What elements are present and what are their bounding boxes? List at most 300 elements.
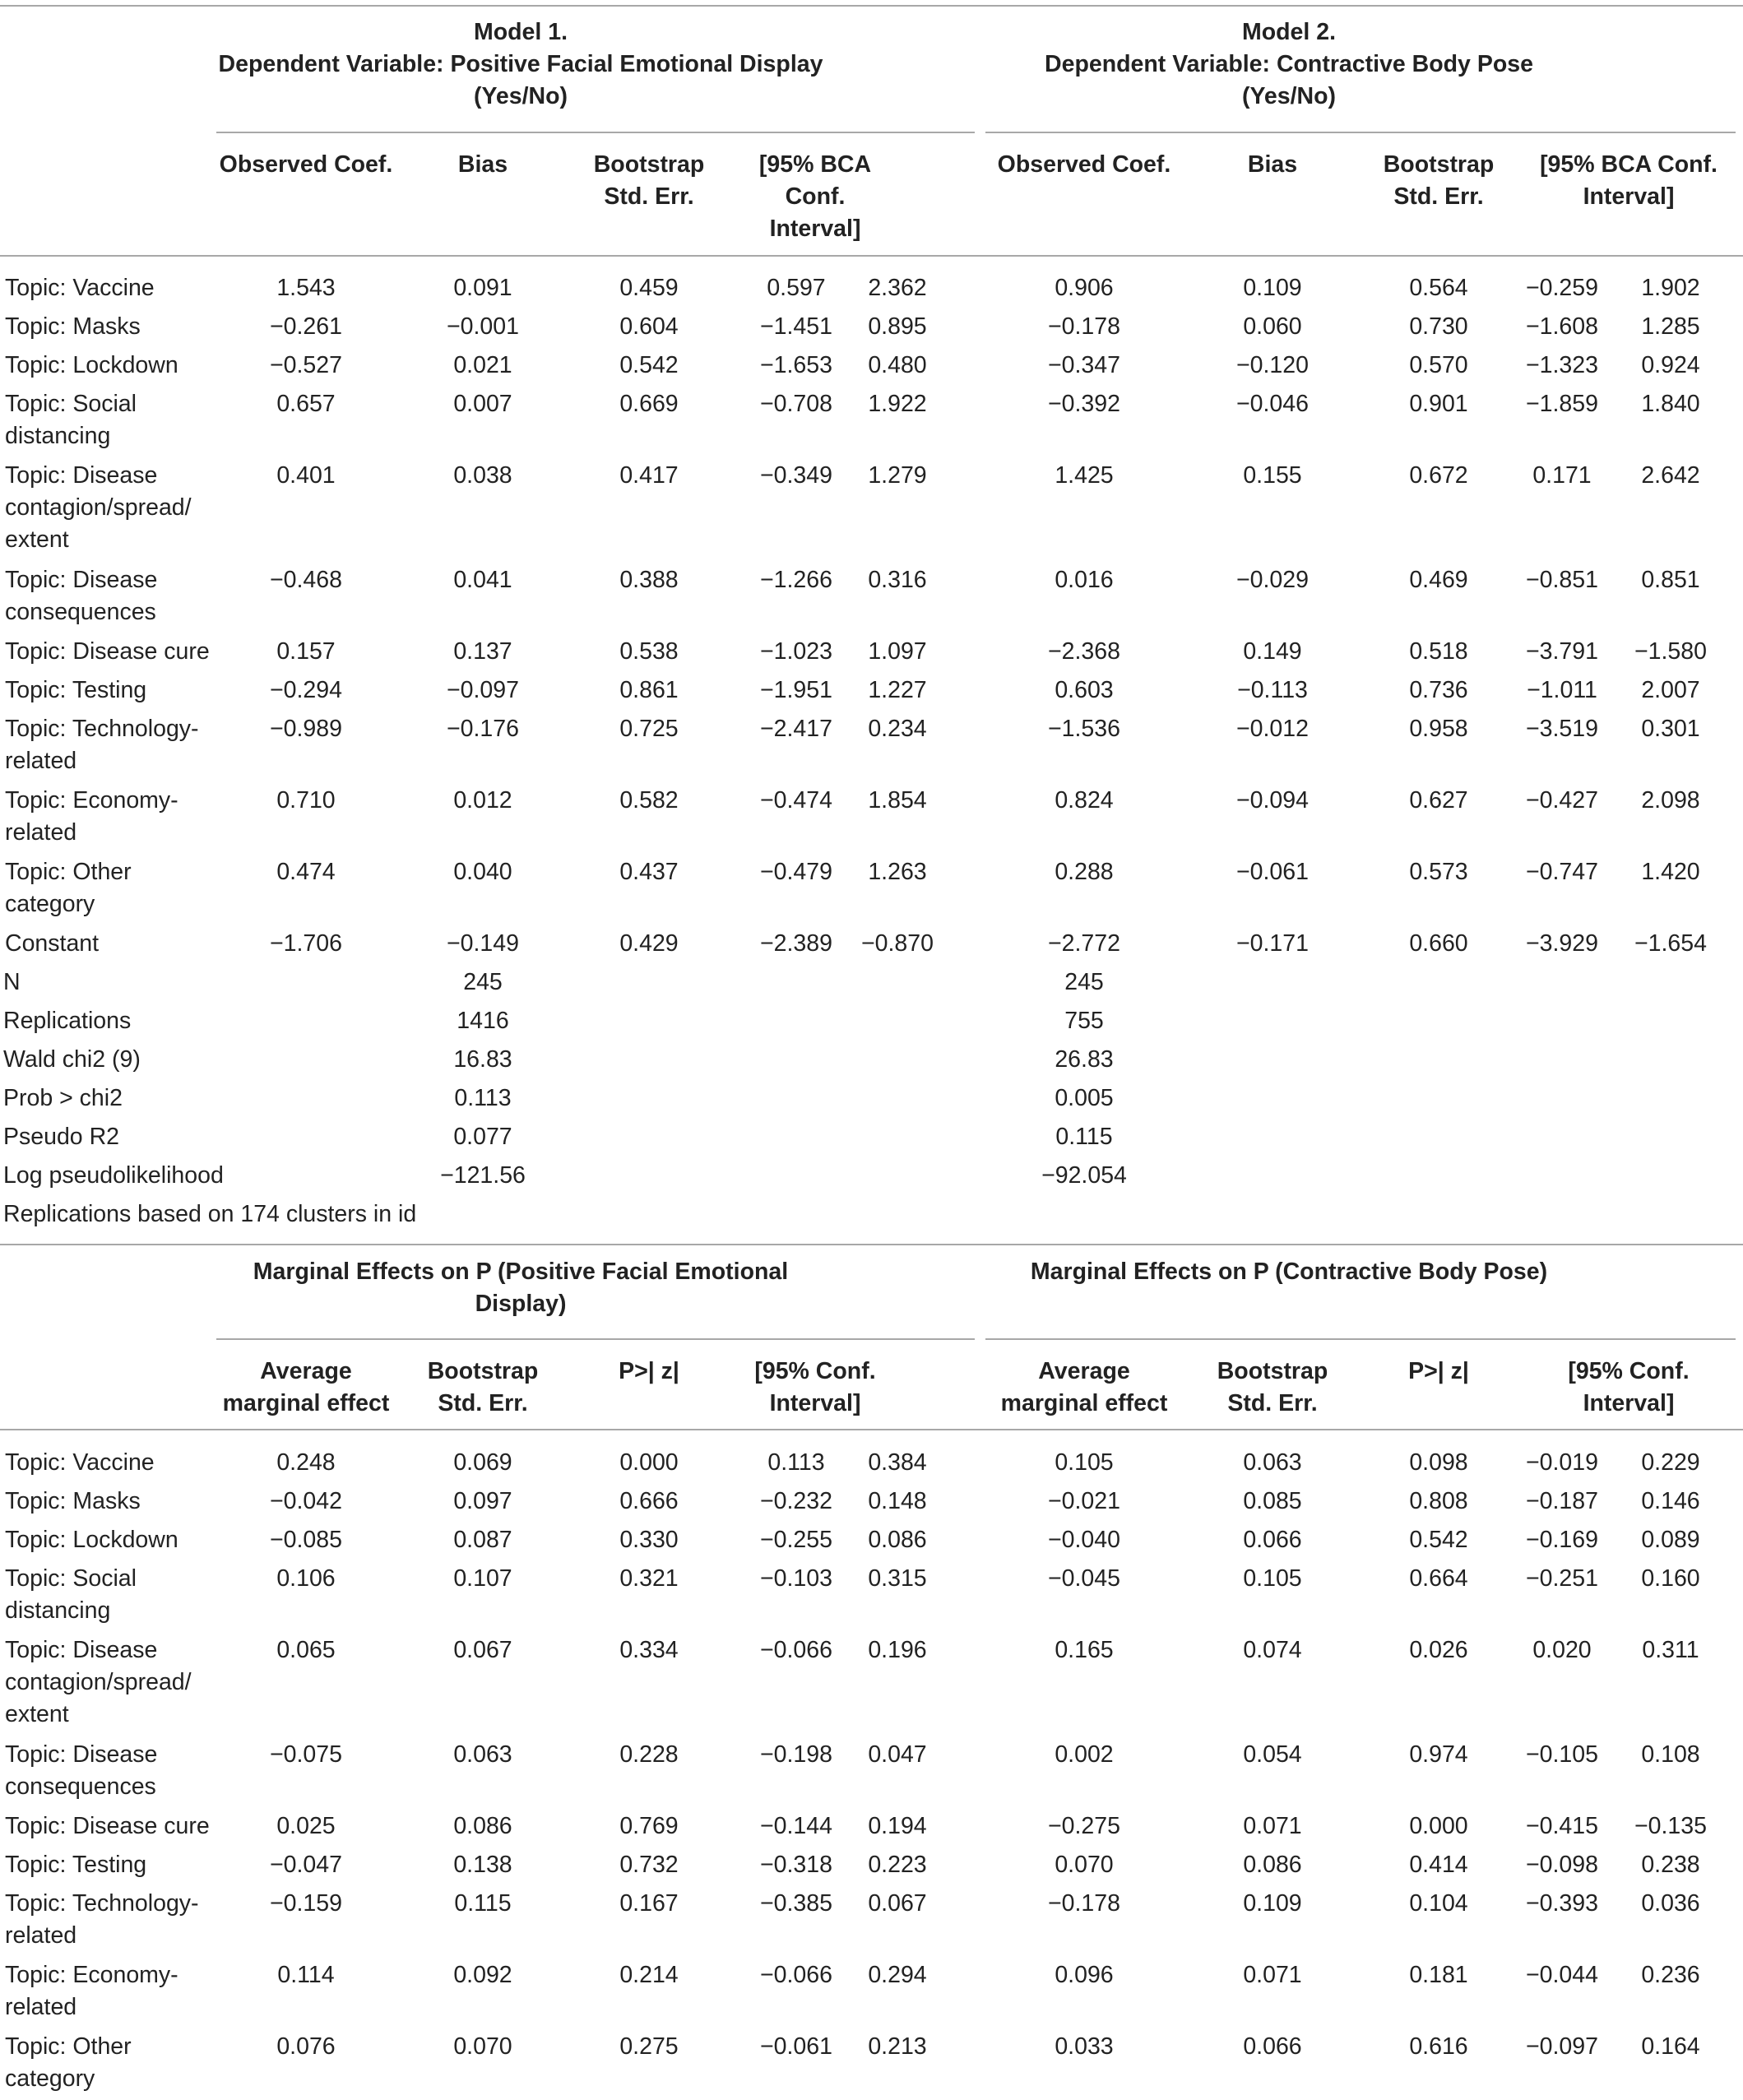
table-cell: 0.851	[1641, 567, 1700, 593]
table-cell: 0.315	[868, 1565, 927, 1592]
row-label: Topic: Social distancing	[5, 1565, 137, 1624]
row-label: Topic: Disease contagion/spread/ extent	[5, 1637, 192, 1727]
table-cell: 0.196	[868, 1637, 927, 1663]
table-cell: 0.657	[276, 391, 336, 417]
table-cell: −0.094	[1236, 787, 1309, 814]
stat-model1: −121.56	[440, 1162, 526, 1189]
table-row	[0, 713, 1743, 774]
table-row	[0, 350, 1743, 389]
table-cell: 0.086	[868, 1527, 927, 1553]
column-header: Bootstrap Std. Err.	[1217, 1358, 1328, 1416]
model1-dependent-variable: Dependent Variable: Positive Facial Emotional Display	[218, 51, 823, 77]
table-cell: 0.033	[1055, 2033, 1114, 2060]
table-cell: −1.266	[760, 567, 832, 593]
column-header: Observed Coef.	[997, 151, 1171, 178]
table-row	[0, 1486, 1743, 1525]
table-cell: 0.288	[1055, 859, 1114, 885]
table-cell: −0.097	[1526, 2033, 1598, 2060]
table-cell: 0.108	[1641, 1741, 1700, 1768]
table-cell: 0.036	[1641, 1890, 1700, 1917]
table-cell: 1.902	[1641, 275, 1700, 301]
stat-model1: 0.077	[453, 1124, 512, 1150]
table-cell: −0.098	[1526, 1852, 1598, 1878]
stat-model1: 16.83	[453, 1046, 512, 1073]
table-cell: 1.279	[868, 462, 927, 489]
table-cell: 0.214	[619, 1962, 679, 1988]
table-cell: 2.642	[1641, 462, 1700, 489]
table-cell: −1.859	[1526, 391, 1598, 417]
table-cell: −0.232	[760, 1488, 832, 1514]
table-cell: 0.066	[1243, 2033, 1302, 2060]
table-cell: 0.089	[1641, 1527, 1700, 1553]
table-cell: 0.115	[454, 1890, 512, 1917]
table-cell: 0.067	[453, 1637, 512, 1663]
table-row	[0, 1810, 1743, 1850]
table-cell: −1.653	[760, 352, 832, 378]
table-cell: −0.135	[1634, 1813, 1707, 1839]
table-cell: 0.824	[1055, 787, 1114, 814]
table-cell: 0.025	[276, 1813, 336, 1839]
divider-line	[0, 1429, 1743, 1430]
table-cell: 0.105	[1243, 1565, 1302, 1592]
column-header: Bias	[1247, 151, 1298, 178]
table-cell: 2.007	[1641, 677, 1700, 703]
table-cell: −3.791	[1526, 638, 1598, 665]
model2-dependent-variable: Dependent Variable: Contractive Body Pose	[1045, 51, 1533, 77]
table-cell: −0.061	[760, 2033, 832, 2060]
table-cell: −0.061	[1236, 859, 1309, 885]
table-cell: −1.608	[1526, 313, 1598, 340]
row-label: Topic: Other category	[5, 859, 132, 917]
table-cell: −0.178	[1048, 1890, 1120, 1917]
table-cell: 1.227	[868, 677, 927, 703]
table-cell: 1.922	[868, 391, 927, 417]
table-cell: 0.149	[1243, 638, 1302, 665]
table-cell: 0.236	[1641, 1962, 1700, 1988]
table-cell: 0.114	[277, 1962, 335, 1988]
stat-label: Wald chi2 (9)	[3, 1046, 141, 1073]
table-cell: −1.323	[1526, 352, 1598, 378]
row-label: Constant	[5, 930, 100, 957]
table-row	[0, 1563, 1743, 1624]
table-cell: −0.474	[760, 787, 832, 814]
table-cell: −0.113	[1237, 677, 1308, 703]
table-cell: 0.063	[453, 1741, 512, 1768]
row-label: Topic: Other category	[5, 2033, 132, 2092]
table-cell: −0.479	[760, 859, 832, 885]
row-label: Topic: Lockdown	[5, 352, 178, 378]
table-cell: 0.012	[453, 787, 512, 814]
table-cell: −0.001	[447, 313, 519, 340]
table-cell: 0.294	[868, 1962, 927, 1988]
table-cell: −0.044	[1526, 1962, 1598, 1988]
table-cell: 0.074	[1243, 1637, 1302, 1663]
table-cell: 0.437	[619, 859, 679, 885]
table-cell: 0.958	[1409, 716, 1468, 742]
table-cell: 0.047	[868, 1741, 927, 1768]
table-cell: 0.664	[1409, 1565, 1468, 1592]
table-cell: 1.263	[868, 859, 927, 885]
table-cell: 0.066	[1243, 1527, 1302, 1553]
row-label: Topic: Technology-related	[5, 1890, 199, 1949]
stat-model2: 26.83	[1055, 1046, 1114, 1073]
column-header: [95% BCA Conf. Interval]	[758, 151, 872, 242]
table-cell: 0.070	[453, 2033, 512, 2060]
table-cell: −0.255	[760, 1527, 832, 1553]
table-cell: 0.104	[1409, 1890, 1468, 1917]
table-cell: 0.091	[453, 275, 512, 301]
table-row	[0, 1524, 1743, 1564]
table-cell: 0.086	[453, 1813, 512, 1839]
table-cell: −0.097	[447, 677, 519, 703]
table-cell: 0.148	[868, 1488, 927, 1514]
table-cell: 0.194	[868, 1813, 927, 1839]
table-row	[0, 1959, 1743, 2020]
table-cell: −1.706	[270, 930, 342, 957]
table-cell: 0.085	[1243, 1488, 1302, 1514]
table-cell: 0.538	[619, 638, 679, 665]
table-row	[0, 2031, 1743, 2092]
table-cell: −2.368	[1048, 638, 1120, 665]
table-cell: 0.171	[1532, 462, 1592, 489]
row-label: Topic: Testing	[5, 1852, 147, 1878]
table-cell: −0.251	[1526, 1565, 1598, 1592]
row-label: Topic: Masks	[5, 1488, 141, 1514]
divider-line	[985, 1338, 1736, 1340]
table-row	[0, 856, 1743, 917]
stats-row	[0, 967, 1743, 1006]
table-row	[0, 1739, 1743, 1800]
table-cell: 0.518	[1409, 638, 1468, 665]
table-cell: 0.275	[619, 2033, 679, 2060]
table-cell: 0.570	[1409, 352, 1468, 378]
table-cell: 0.086	[1243, 1852, 1302, 1878]
table-cell: 0.097	[453, 1488, 512, 1514]
table-cell: 0.924	[1641, 352, 1700, 378]
table-cell: 0.616	[1409, 2033, 1468, 2060]
table-cell: 0.054	[1243, 1741, 1302, 1768]
table-row	[0, 675, 1743, 714]
row-label: Topic: Masks	[5, 313, 141, 340]
table-cell: −0.747	[1526, 859, 1598, 885]
table-cell: 0.732	[619, 1852, 679, 1878]
table-cell: −0.105	[1526, 1741, 1598, 1768]
column-header: P>| z|	[1408, 1358, 1469, 1384]
stat-model1: 245	[463, 969, 503, 995]
table-cell: 0.469	[1409, 567, 1468, 593]
table-cell: 0.725	[619, 716, 679, 742]
table-cell: 0.228	[619, 1741, 679, 1768]
column-header: Bootstrap Std. Err.	[427, 1358, 539, 1416]
table-cell: 0.071	[1243, 1962, 1302, 1988]
table-cell: −0.047	[270, 1852, 342, 1878]
table-cell: 0.542	[1409, 1527, 1468, 1553]
table-cell: −0.259	[1526, 275, 1598, 301]
table-note: Replications based on 174 clusters in id	[3, 1201, 417, 1227]
table-cell: 0.429	[619, 930, 679, 957]
table-cell: 0.160	[1641, 1565, 1700, 1592]
table-cell: 0.248	[276, 1449, 336, 1476]
table-cell: 0.321	[619, 1565, 679, 1592]
table-cell: −0.527	[270, 352, 342, 378]
table-cell: −0.029	[1236, 567, 1309, 593]
table-cell: 0.730	[1409, 313, 1468, 340]
stat-model2: −92.054	[1041, 1162, 1127, 1189]
table-cell: −0.393	[1526, 1890, 1598, 1917]
row-label: Topic: Disease contagion/spread/ extent	[5, 462, 192, 553]
table-cell: −0.415	[1526, 1813, 1598, 1839]
table-cell: 0.311	[1642, 1637, 1699, 1663]
table-cell: 0.564	[1409, 275, 1468, 301]
column-header: P>| z|	[619, 1358, 679, 1384]
table-cell: 0.669	[619, 391, 679, 417]
table-cell: −0.066	[760, 1637, 832, 1663]
table-cell: 0.672	[1409, 462, 1468, 489]
table-cell: 0.107	[453, 1565, 512, 1592]
table-cell: 0.165	[1055, 1637, 1114, 1663]
table-cell: 0.065	[276, 1637, 336, 1663]
stat-model2: 245	[1064, 969, 1104, 995]
table-cell: 0.334	[619, 1637, 679, 1663]
table-row	[0, 564, 1743, 625]
table-cell: 0.007	[453, 391, 512, 417]
stats-row	[0, 1005, 1743, 1045]
table-cell: 0.660	[1409, 930, 1468, 957]
table-cell: 0.573	[1409, 859, 1468, 885]
table-cell: −1.580	[1634, 638, 1707, 665]
table-cell: −0.392	[1048, 391, 1120, 417]
table-cell: 0.597	[767, 275, 826, 301]
table-cell: −0.042	[270, 1488, 342, 1514]
table-cell: −0.066	[760, 1962, 832, 1988]
stats-row	[0, 1082, 1743, 1122]
column-header: Bootstrap Std. Err.	[593, 151, 705, 210]
column-header: Observed Coef.	[219, 151, 393, 178]
table-cell: 0.109	[1243, 275, 1302, 301]
table-cell: 0.401	[276, 462, 336, 489]
stat-label: Pseudo R2	[3, 1124, 120, 1150]
table-cell: 0.603	[1055, 677, 1114, 703]
table-row	[0, 460, 1743, 553]
table-cell: 0.069	[453, 1449, 512, 1476]
table-cell: −0.349	[760, 462, 832, 489]
divider-line	[216, 132, 975, 133]
table-cell: 0.223	[868, 1852, 927, 1878]
divider-line	[0, 255, 1743, 257]
table-cell: 1.840	[1641, 391, 1700, 417]
row-label: Topic: Testing	[5, 677, 147, 703]
table-cell: −0.149	[447, 930, 519, 957]
table-cell: 1.285	[1641, 313, 1700, 340]
table-cell: 0.459	[619, 275, 679, 301]
table-cell: 0.666	[619, 1488, 679, 1514]
table-cell: 0.582	[619, 787, 679, 814]
table-cell: −1.011	[1527, 677, 1597, 703]
model2-yes-no: (Yes/No)	[1241, 83, 1337, 109]
table-cell: −0.427	[1526, 787, 1598, 814]
stat-model1: 0.113	[454, 1085, 512, 1111]
table-cell: 0.157	[276, 638, 336, 665]
model1-title: Model 1.	[473, 19, 568, 45]
stat-label: Prob > chi2	[3, 1085, 123, 1111]
table-cell: 0.388	[619, 567, 679, 593]
table-cell: 0.861	[619, 677, 679, 703]
table-row	[0, 311, 1743, 350]
table-cell: 1.425	[1055, 462, 1114, 489]
table-cell: −1.451	[760, 313, 832, 340]
table-cell: −0.169	[1526, 1527, 1598, 1553]
table-cell: 0.627	[1409, 787, 1468, 814]
table-cell: 0.417	[619, 462, 679, 489]
table-cell: 0.137	[453, 638, 512, 665]
table-cell: 0.063	[1243, 1449, 1302, 1476]
table-cell: 0.301	[1641, 716, 1700, 742]
table-cell: −1.654	[1634, 930, 1707, 957]
stat-model2: 0.115	[1055, 1124, 1113, 1150]
table-cell: 0.164	[1641, 2033, 1700, 2060]
table-cell: 0.070	[1055, 1852, 1114, 1878]
table-cell: −0.178	[1048, 313, 1120, 340]
table-cell: −0.103	[760, 1565, 832, 1592]
table-cell: 0.542	[619, 352, 679, 378]
table-cell: 0.736	[1409, 677, 1468, 703]
table-cell: −2.772	[1048, 930, 1120, 957]
stat-label: Replications	[3, 1008, 132, 1034]
table-row	[0, 928, 1743, 967]
table-cell: 0.238	[1641, 1852, 1700, 1878]
table-cell: 0.067	[868, 1890, 927, 1917]
row-label: Topic: Technology-related	[5, 716, 199, 774]
table-cell: −0.045	[1048, 1565, 1120, 1592]
marginal-effects-model1-title: Marginal Effects on P (Positive Facial Emotional Display)	[253, 1259, 789, 1317]
table-cell: −0.085	[270, 1527, 342, 1553]
table-cell: 1.854	[868, 787, 927, 814]
table-cell: 0.906	[1055, 275, 1114, 301]
table-cell: 0.000	[1409, 1813, 1468, 1839]
table-cell: −0.275	[1048, 1813, 1120, 1839]
divider-line	[0, 1244, 1743, 1245]
table-cell: −1.023	[760, 638, 832, 665]
table-cell: 0.113	[767, 1449, 825, 1476]
table-cell: 0.038	[453, 462, 512, 489]
table-cell: −2.389	[760, 930, 832, 957]
table-cell: −0.385	[760, 1890, 832, 1917]
column-header: Bias	[457, 151, 508, 178]
table-cell: 0.895	[868, 313, 927, 340]
table-cell: 0.234	[868, 716, 927, 742]
table-cell: 0.098	[1409, 1449, 1468, 1476]
stats-row	[0, 1121, 1743, 1161]
table-cell: 0.808	[1409, 1488, 1468, 1514]
table-cell: −0.468	[270, 567, 342, 593]
table-cell: 0.087	[453, 1527, 512, 1553]
table-cell: −3.929	[1526, 930, 1598, 957]
table-cell: −0.198	[760, 1741, 832, 1768]
table-cell: −1.536	[1048, 716, 1120, 742]
table-cell: 0.474	[276, 859, 336, 885]
table-cell: 0.384	[868, 1449, 927, 1476]
table-cell: 0.330	[619, 1527, 679, 1553]
table-row	[0, 1447, 1743, 1486]
table-cell: 0.000	[619, 1449, 679, 1476]
table-cell: −0.870	[861, 930, 934, 957]
table-cell: −0.318	[760, 1852, 832, 1878]
table-cell: −0.144	[760, 1813, 832, 1839]
table-cell: 0.155	[1243, 462, 1302, 489]
table-cell: −0.021	[1048, 1488, 1120, 1514]
stat-model2: 755	[1064, 1008, 1104, 1034]
table-cell: −0.989	[270, 716, 342, 742]
row-label: Topic: Lockdown	[5, 1527, 178, 1553]
table-cell: 0.096	[1055, 1962, 1114, 1988]
table-cell: −0.187	[1526, 1488, 1598, 1514]
table-cell: 0.710	[276, 787, 336, 814]
table-cell: 0.106	[276, 1565, 336, 1592]
table-cell: −3.519	[1526, 716, 1598, 742]
table-cell: 1.097	[868, 638, 927, 665]
row-label: Topic: Disease consequences	[5, 567, 158, 625]
row-label: Topic: Vaccine	[5, 1449, 155, 1476]
column-header: Average marginal effect	[1000, 1358, 1168, 1416]
divider-line	[216, 1338, 975, 1340]
row-label: Topic: Social distancing	[5, 391, 137, 449]
table-cell: −0.176	[447, 716, 519, 742]
table-cell: 0.002	[1055, 1741, 1114, 1768]
stat-model2: 0.005	[1055, 1085, 1114, 1111]
row-label: Topic: Vaccine	[5, 275, 155, 301]
table-cell: 0.901	[1409, 391, 1468, 417]
table-cell: 0.167	[619, 1890, 679, 1917]
column-header: Bootstrap Std. Err.	[1383, 151, 1495, 210]
column-header: [95% Conf. Interval]	[1568, 1358, 1690, 1416]
table-cell: 2.098	[1641, 787, 1700, 814]
table-cell: 0.026	[1409, 1637, 1468, 1663]
table-cell: −0.046	[1236, 391, 1309, 417]
table-row	[0, 1849, 1743, 1889]
divider-line	[0, 5, 1743, 7]
table-cell: −0.347	[1048, 352, 1120, 378]
table-row	[0, 272, 1743, 312]
table-cell: −0.171	[1236, 930, 1309, 957]
table-row	[0, 1888, 1743, 1949]
table-cell: 0.105	[1055, 1449, 1114, 1476]
table-cell: 0.769	[619, 1813, 679, 1839]
table-cell: −0.120	[1236, 352, 1309, 378]
divider-line	[985, 132, 1736, 133]
table-cell: 2.362	[868, 275, 927, 301]
row-label: Topic: Disease cure	[5, 1813, 210, 1839]
column-header: Average marginal effect	[222, 1358, 390, 1416]
table-cell: −0.019	[1526, 1449, 1598, 1476]
table-cell: 0.138	[453, 1852, 512, 1878]
table-cell: 0.040	[453, 859, 512, 885]
table-cell: −1.951	[760, 677, 832, 703]
row-label: Topic: Disease consequences	[5, 1741, 158, 1800]
table-row	[0, 785, 1743, 846]
model1-yes-no: (Yes/No)	[473, 83, 568, 109]
table-cell: 0.229	[1641, 1449, 1700, 1476]
table-cell: 0.974	[1409, 1741, 1468, 1768]
stats-row	[0, 1044, 1743, 1083]
table-row	[0, 636, 1743, 675]
table-cell: 0.414	[1409, 1852, 1468, 1878]
table-cell: 0.092	[453, 1962, 512, 1988]
stat-label: N	[3, 969, 21, 995]
table-cell: −0.851	[1526, 567, 1598, 593]
row-label: Topic: Economy-related	[5, 787, 178, 846]
table-cell: −0.012	[1236, 716, 1309, 742]
table-cell: 0.181	[1409, 1962, 1468, 1988]
